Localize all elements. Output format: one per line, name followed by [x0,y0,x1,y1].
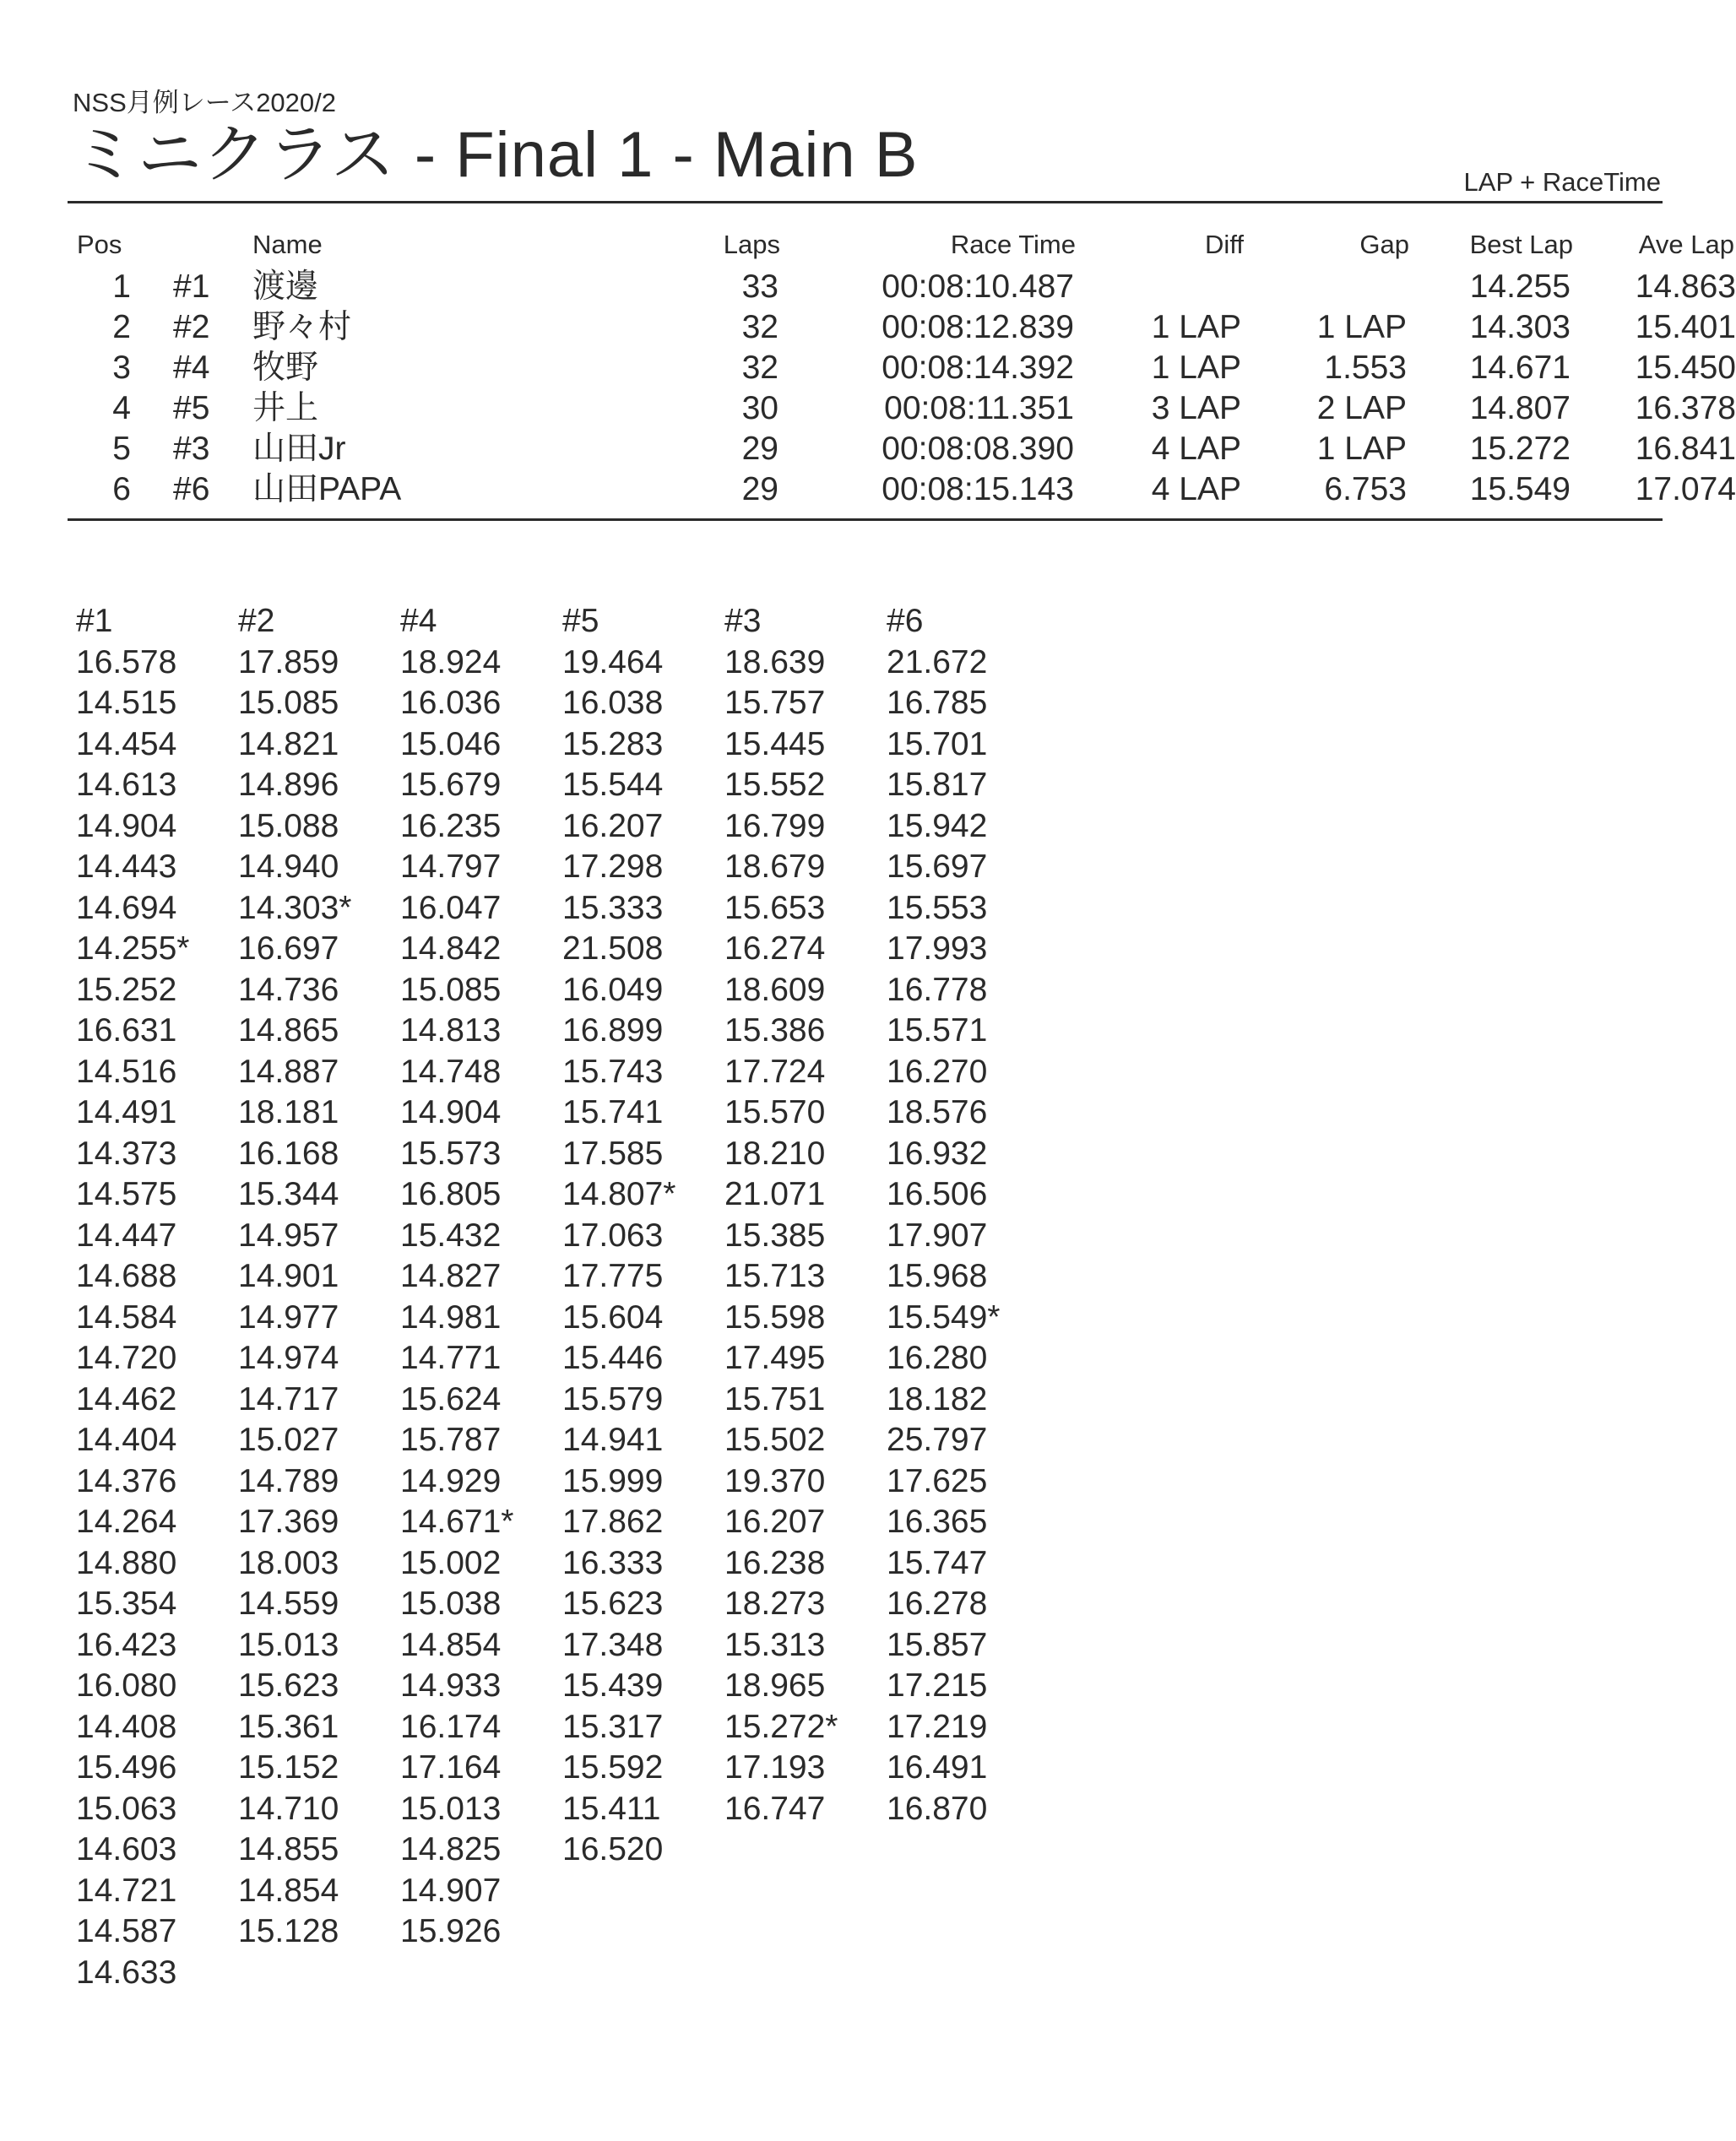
result-race-time: 00:08:11.351 [884,390,1074,426]
lap-time: 17.219 [887,1708,988,1745]
lap-time: 16.238 [724,1544,826,1581]
result-laps: 29 [741,431,778,467]
lap-time: 14.842 [400,930,502,967]
result-pos: 1 [112,268,131,305]
lap-time: 14.887 [238,1053,339,1090]
result-laps: 32 [741,350,778,386]
lap-time: 15.751 [724,1380,826,1417]
lap-column-header: #1 [76,603,113,639]
lap-time: 15.385 [724,1217,826,1254]
lap-time: 14.559 [238,1585,339,1622]
lap-time: 15.038 [400,1585,502,1622]
lap-time: 15.063 [76,1790,177,1827]
lap-time: 15.386 [724,1012,826,1049]
lap-time: 14.515 [76,685,177,721]
result-car-number: #6 [173,471,210,507]
lap-time: 15.623 [562,1585,664,1622]
lap-time: 15.272* [724,1708,838,1745]
lap-time: 14.603 [76,1831,177,1867]
lap-column-header: #4 [400,603,437,639]
lap-column-header: #2 [238,603,275,639]
lap-time: 14.901 [238,1258,339,1294]
lap-time: 14.821 [238,725,339,762]
lap-time: 15.252 [76,971,177,1008]
lap-time: 17.585 [562,1135,664,1172]
lap-time: 15.046 [400,725,502,762]
result-driver-name: 渡邊 [252,268,319,305]
lap-column [724,601,885,1829]
lap-time: 14.974 [238,1340,339,1376]
lap-time: 17.495 [724,1340,826,1376]
lap-time: 15.553 [887,889,988,926]
lap-column-header: #5 [562,603,599,639]
lap-time: 17.298 [562,848,664,885]
lap-time: 14.376 [76,1462,177,1499]
lap-time: 15.968 [887,1258,988,1294]
result-driver-name: 山田PAPA [252,471,402,507]
result-race-time: 00:08:15.143 [882,471,1074,507]
lap-time: 14.303* [238,889,352,926]
result-car-number: #5 [173,390,210,426]
lap-time: 16.207 [724,1504,826,1540]
result-ave-lap: 17.074 [1635,471,1736,507]
lap-column [887,601,1047,1829]
lap-time: 14.896 [238,767,339,803]
result-diff: 1 LAP [1151,309,1241,345]
lap-column [76,601,236,1993]
lap-time: 14.447 [76,1217,177,1254]
lap-time: 15.152 [238,1749,339,1786]
lap-time: 15.313 [724,1626,826,1663]
lap-time: 15.598 [724,1298,826,1336]
mode-label: LAP + RaceTime [1463,167,1661,197]
result-gap: 6.753 [1324,471,1407,507]
lap-time: 15.027 [238,1422,339,1458]
lap-time: 15.445 [724,725,826,762]
result-gap: 1 LAP [1316,431,1407,467]
results-table [68,230,1736,508]
lap-time: 14.865 [238,1012,339,1049]
lap-time: 17.164 [400,1749,502,1786]
lap-time: 15.579 [562,1380,664,1417]
lap-time: 18.210 [724,1135,826,1172]
lap-time: 14.613 [76,767,177,803]
result-car-number: #1 [173,268,210,305]
divider-bottom [68,518,1663,521]
lap-time: 14.907 [400,1872,502,1909]
lap-time: 18.181 [238,1094,339,1130]
lap-time: 17.775 [562,1258,664,1294]
result-laps: 29 [741,471,778,507]
header-best-lap: Best Lap [1469,230,1573,259]
lap-time: 14.720 [76,1340,177,1376]
lap-time: 16.270 [887,1053,988,1090]
lap-time: 15.624 [400,1380,502,1417]
lap-time: 14.933 [400,1667,502,1704]
lap-time: 16.174 [400,1708,502,1745]
lap-time: 15.354 [76,1585,177,1622]
lap-time: 16.047 [400,889,502,926]
lap-time: 16.333 [562,1544,664,1581]
lap-time: 15.085 [400,971,502,1008]
lap-time: 15.333 [562,889,664,926]
lap-time: 19.370 [724,1462,826,1499]
result-gap: 1 LAP [1316,309,1407,345]
lap-time: 21.071 [724,1176,826,1212]
lap-time: 16.036 [400,685,502,721]
lap-time: 15.439 [562,1667,664,1704]
lap-time: 14.688 [76,1258,177,1294]
lap-time: 14.748 [400,1053,502,1090]
lap-time: 17.215 [887,1667,988,1704]
lap-time: 15.701 [887,725,988,762]
result-car-number: #4 [173,350,210,386]
lap-time: 14.584 [76,1298,177,1336]
lap-time: 14.264 [76,1504,177,1540]
lap-time: 14.813 [400,1012,502,1049]
lap-column-header: #3 [724,603,762,639]
result-best-lap: 15.549 [1469,471,1571,507]
lap-time: 15.432 [400,1217,502,1254]
result-driver-name: 井上 [252,390,319,426]
lap-time: 17.859 [238,643,339,680]
lap-time: 17.625 [887,1462,988,1499]
lap-time: 14.408 [76,1708,177,1745]
lap-time: 14.827 [400,1258,502,1294]
lap-time: 16.785 [887,685,988,721]
lap-time: 16.365 [887,1504,988,1540]
lap-time: 14.880 [76,1544,177,1581]
lap-column [238,601,399,1953]
lap-time: 15.573 [400,1135,502,1172]
lap-time: 14.854 [400,1626,502,1663]
result-best-lap: 14.807 [1469,390,1571,426]
lap-time: 16.578 [76,643,177,680]
lap-time: 25.797 [887,1422,988,1458]
lap-time: 18.609 [724,971,826,1008]
lap-time: 16.520 [562,1831,664,1867]
header-pos: Pos [77,230,122,259]
header-name: Name [252,230,323,259]
lap-time: 15.757 [724,685,826,721]
result-ave-lap: 15.450 [1635,350,1736,386]
lap-time: 15.502 [724,1422,826,1458]
lap-time: 18.576 [887,1094,988,1130]
lap-time: 16.697 [238,930,339,967]
lap-time: 15.604 [562,1298,664,1336]
result-pos: 3 [112,350,131,386]
result-race-time: 00:08:08.390 [882,431,1074,467]
lap-time: 17.993 [887,930,988,967]
lap-time: 15.361 [238,1708,339,1745]
lap-time: 16.778 [887,971,988,1008]
lap-time: 14.771 [400,1340,502,1376]
lap-column [562,601,723,1871]
divider-top [68,201,1663,203]
lap-time: 16.506 [887,1176,988,1212]
result-gap: 2 LAP [1316,390,1407,426]
lap-time: 15.085 [238,685,339,721]
result-car-number: #3 [173,431,210,467]
lap-time: 17.369 [238,1504,339,1540]
result-pos: 5 [112,431,131,467]
result-gap: 1.553 [1324,350,1407,386]
lap-time: 18.182 [887,1380,988,1417]
result-laps: 32 [741,309,778,345]
lap-time: 14.671* [400,1504,514,1540]
lap-time: 15.713 [724,1258,826,1294]
lap-time: 14.255* [76,930,190,967]
result-diff: 4 LAP [1151,471,1241,507]
lap-time: 15.317 [562,1708,664,1745]
lap-time: 17.907 [887,1217,988,1254]
result-laps: 33 [741,268,778,305]
result-best-lap: 14.671 [1469,350,1571,386]
result-row [68,268,1736,308]
result-row [68,389,1736,430]
results-header-row [68,230,1734,270]
lap-time: 15.344 [238,1176,339,1212]
header-gap: Gap [1359,230,1409,259]
lap-time: 15.743 [562,1053,664,1090]
lap-time: 14.373 [76,1135,177,1172]
lap-time: 17.724 [724,1053,826,1090]
header-diff: Diff [1205,230,1244,259]
result-race-time: 00:08:10.487 [882,268,1074,305]
lap-time: 14.941 [562,1422,664,1458]
lap-time: 16.423 [76,1626,177,1663]
header-ave-lap: Ave Lap [1638,230,1734,259]
lap-time: 14.797 [400,848,502,885]
result-driver-name: 牧野 [252,350,319,386]
lap-time: 15.623 [238,1667,339,1704]
lap-time: 14.981 [400,1298,502,1336]
result-race-time: 00:08:14.392 [882,350,1074,386]
lap-time: 18.273 [724,1585,826,1622]
result-row [68,308,1736,349]
header-race-time: Race Time [950,230,1076,259]
lap-time: 14.710 [238,1790,339,1827]
result-car-number: #2 [173,309,210,345]
lap-time: 14.575 [76,1176,177,1212]
lap-time: 15.747 [887,1544,988,1581]
lap-time: 16.870 [887,1790,988,1827]
result-diff: 3 LAP [1151,390,1241,426]
lap-time: 14.854 [238,1872,339,1909]
lap-time: 14.957 [238,1217,339,1254]
result-ave-lap: 16.841 [1635,431,1736,467]
lap-time: 14.454 [76,725,177,762]
event-title: NSS月例レース2020/2 [73,88,337,117]
lap-time: 17.063 [562,1217,664,1254]
lap-time: 17.862 [562,1504,664,1540]
lap-time: 15.549* [887,1298,1001,1336]
lap-time: 14.633 [76,1954,177,1991]
lap-time: 14.587 [76,1913,177,1949]
result-ave-lap: 16.378 [1635,390,1736,426]
result-diff: 4 LAP [1151,431,1241,467]
lap-column [400,601,561,1953]
header-laps: Laps [723,230,780,259]
lap-time: 15.411 [562,1790,661,1827]
lap-time: 14.825 [400,1831,502,1867]
lap-time: 18.003 [238,1544,339,1581]
result-diff: 1 LAP [1151,350,1241,386]
lap-time: 14.491 [76,1094,177,1130]
lap-time: 16.805 [400,1176,502,1212]
lap-time: 15.496 [76,1749,177,1786]
result-pos: 6 [112,471,131,507]
lap-time: 16.207 [562,807,664,844]
lap-time: 15.857 [887,1626,988,1663]
lap-time: 14.977 [238,1298,339,1336]
lap-time: 21.508 [562,930,664,967]
lap-time: 15.999 [562,1462,664,1499]
result-pos: 2 [112,309,131,345]
lap-time: 14.940 [238,848,339,885]
lap-time: 14.929 [400,1462,502,1499]
lap-column-header: #6 [887,603,924,639]
lap-time: 15.283 [562,725,664,762]
lap-time: 15.787 [400,1422,502,1458]
result-pos: 4 [112,390,131,426]
lap-time: 16.168 [238,1135,339,1172]
lap-time: 18.924 [400,643,502,680]
lap-time: 17.348 [562,1626,664,1663]
lap-time: 15.741 [562,1094,664,1130]
lap-time: 15.653 [724,889,826,926]
lap-time: 15.679 [400,767,502,803]
lap-time: 16.799 [724,807,826,844]
result-driver-name: 野々村 [252,309,352,345]
lap-time: 15.697 [887,848,988,885]
result-ave-lap: 15.401 [1635,309,1736,345]
lap-time: 14.855 [238,1831,339,1867]
lap-time: 16.631 [76,1012,177,1049]
lap-time: 15.446 [562,1340,664,1376]
result-best-lap: 14.255 [1469,268,1571,305]
lap-time: 16.049 [562,971,664,1008]
lap-time: 16.491 [887,1749,988,1786]
page-title: ミニクラス - Final 1 - Main B [73,119,919,191]
result-best-lap: 14.303 [1469,309,1571,345]
lap-time: 15.013 [238,1626,339,1663]
lap-time: 15.926 [400,1913,502,1949]
lap-time: 14.904 [76,807,177,844]
result-ave-lap: 14.863 [1635,268,1736,305]
lap-time: 21.672 [887,643,988,680]
lap-time: 15.128 [238,1913,339,1949]
lap-time: 16.274 [724,930,826,967]
result-laps: 30 [741,390,778,426]
lap-time: 15.571 [887,1012,988,1049]
lap-time: 15.592 [562,1749,664,1786]
lap-time: 16.038 [562,685,664,721]
lap-time: 15.817 [887,767,988,803]
lap-time: 14.443 [76,848,177,885]
lap-time: 14.721 [76,1872,177,1909]
result-best-lap: 15.272 [1469,431,1571,467]
lap-time: 14.516 [76,1053,177,1090]
lap-time: 14.462 [76,1380,177,1417]
result-row [68,349,1736,389]
lap-time: 16.899 [562,1012,664,1049]
lap-time: 16.278 [887,1585,988,1622]
lap-time: 16.235 [400,807,502,844]
lap-time: 18.639 [724,643,826,680]
lap-time: 15.552 [724,767,826,803]
lap-time: 14.717 [238,1380,339,1417]
lap-time: 14.694 [76,889,177,926]
lap-time: 17.193 [724,1749,826,1786]
result-race-time: 00:08:12.839 [882,309,1074,345]
lap-time: 16.747 [724,1790,826,1827]
lap-time: 18.965 [724,1667,826,1704]
lap-time: 15.570 [724,1094,826,1130]
result-row [68,470,1736,511]
lap-time: 14.789 [238,1462,339,1499]
lap-time: 15.942 [887,807,988,844]
lap-time: 18.679 [724,848,826,885]
lap-time: 19.464 [562,643,664,680]
lap-time: 15.088 [238,807,339,844]
lap-time: 15.013 [400,1790,502,1827]
lap-time: 14.904 [400,1094,502,1130]
lap-time: 16.280 [887,1340,988,1376]
lap-time: 14.736 [238,971,339,1008]
lap-time: 16.080 [76,1667,177,1704]
lap-times-grid [76,601,1089,2036]
lap-time: 14.807* [562,1176,676,1212]
lap-time: 15.544 [562,767,664,803]
lap-time: 14.404 [76,1422,177,1458]
lap-time: 16.932 [887,1135,988,1172]
result-driver-name: 山田Jr [252,431,346,467]
result-row [68,430,1736,470]
lap-time: 15.002 [400,1544,502,1581]
